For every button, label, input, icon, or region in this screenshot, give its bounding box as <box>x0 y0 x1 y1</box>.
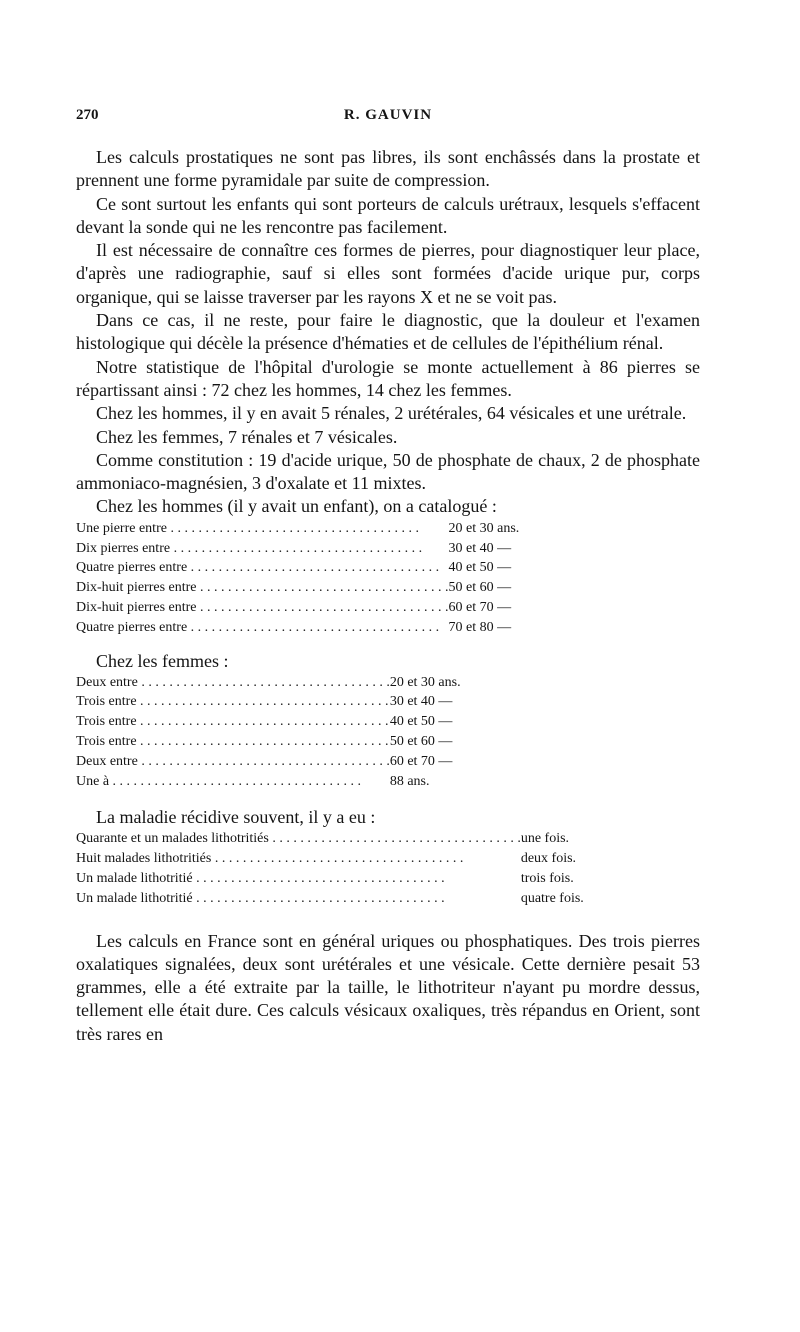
row-value: 60 et 70 — <box>389 753 453 769</box>
leader-dots <box>138 675 390 690</box>
row-value: 60 et 70 — <box>448 599 512 615</box>
leader-dots <box>197 600 449 615</box>
leader-dots <box>187 560 439 575</box>
body-text <box>76 146 700 1046</box>
women-age-table <box>76 673 461 792</box>
row-label: Une pierre entre <box>76 520 167 536</box>
leader-dots <box>137 694 389 709</box>
row-value: 88 ans. <box>389 773 430 789</box>
paragraph: Dans ce cas, il ne reste, pour faire le diagnostic, que la douleur et l'examen histologique qui décèle la présence d'hématies et de cellules de l'épithélium rénal. <box>76 310 700 354</box>
women-intro: Chez les femmes : <box>96 650 229 671</box>
leader-dots <box>137 734 389 749</box>
leader-dots <box>109 774 361 789</box>
paragraph: Chez les femmes, 7 rénales et 7 vésicales. <box>96 426 398 447</box>
table-row <box>76 598 519 618</box>
table-row <box>76 752 461 772</box>
row-value: 50 et 60 — <box>389 733 453 749</box>
row-value: 50 et 60 — <box>448 580 512 596</box>
paragraph: Notre statistique de l'hôpital d'urologie se monte actuellement à 86 pierres se répartissant ainsi : 72 chez les hommes, 14 chez les femmes. <box>76 356 700 400</box>
row-label: Trois entre <box>76 694 137 710</box>
row-label: Deux entre <box>76 674 138 690</box>
table-row <box>76 829 584 849</box>
table-row <box>76 889 584 909</box>
paragraph: Chez les hommes, il y en avait 5 rénales, 2 urétérales, 64 vésicales et une urétrale. <box>96 403 687 424</box>
paragraph: Il est nécessaire de connaître ces formes de pierres, pour diagnostiquer leur place, d'après une radiographie, sauf si elles sont formées d'acide urique pur, corps organique, qui se laisse traverser par les rayons X et ne se voit pas. <box>76 240 700 307</box>
row-value: quatre fois. <box>520 890 584 906</box>
row-value: 70 et 80 — <box>448 619 512 635</box>
page-number: 270 <box>76 107 99 123</box>
row-label: Dix-huit pierres entre <box>76 580 197 596</box>
leader-dots <box>197 580 449 595</box>
row-value: 30 et 40 — <box>448 540 512 556</box>
leader-dots <box>193 891 445 906</box>
table-row <box>76 539 519 559</box>
row-label: Un malade lithotritié <box>76 890 193 906</box>
table-row <box>76 578 519 598</box>
closing-paragraph: Les calculs en France sont en général uriques ou phosphatiques. Des trois pierres oxalatiques signalées, deux sont urétérales et une vésicale. Cette dernière pesait 53 grammes, elle a été extraite par la taille, le lithotriteur n'ayant pu mordre dessus, tellement elle était dure. Ces calculs vésicaux oxaliques, très répandus en Orient, sont très rares en <box>76 930 700 1044</box>
paragraph: Comme constitution : 19 d'acide urique, 50 de phosphate de chaux, 2 de phosphate ammoniaco-magnésien, 3 d'oxalate et 11 mixtes. <box>76 449 700 494</box>
row-label: Huit malades lithotritiés <box>76 851 212 867</box>
men-age-table <box>76 519 519 638</box>
paragraph: Ce sont surtout les enfants qui sont porteurs de calculs urétraux, lesquels s'effacent devant la sonde qui ne les rencontre pas facilement. <box>76 193 700 237</box>
row-value: trois fois. <box>520 870 574 886</box>
table-row <box>76 519 519 539</box>
table-row <box>76 712 461 732</box>
recurrence-table <box>76 829 584 908</box>
table-row <box>76 673 461 693</box>
row-label: Un malade lithotritié <box>76 870 193 886</box>
paragraph: Chez les hommes (il y avait un enfant), on a catalogué : <box>96 496 497 517</box>
leader-dots <box>187 620 439 635</box>
row-value: 20 et 30 ans. <box>389 674 461 690</box>
table-row <box>76 692 461 712</box>
paragraph: Les calculs prostatiques ne sont pas libres, ils sont enchâssés dans la prostate et prennent une forme pyramidale par suite de compression. <box>76 147 700 191</box>
row-value: 40 et 50 — <box>389 714 453 730</box>
row-label: Dix pierres entre <box>76 540 171 556</box>
row-label: Quarante et un malades lithotritiés <box>76 831 269 847</box>
leader-dots <box>137 714 389 729</box>
row-label: Dix-huit pierres entre <box>76 599 197 615</box>
row-value: deux fois. <box>520 851 577 867</box>
table-row <box>76 732 461 752</box>
row-label: Trois entre <box>76 733 137 749</box>
leader-dots <box>138 754 390 769</box>
table-row <box>76 772 461 792</box>
row-value: une fois. <box>520 831 570 847</box>
row-label: Deux entre <box>76 753 138 769</box>
table-row <box>76 849 584 869</box>
leader-dots <box>167 521 419 536</box>
table-row <box>76 618 519 638</box>
leader-dots <box>269 831 521 846</box>
row-label: Quatre pierres entre <box>76 619 188 635</box>
leader-dots <box>211 851 463 866</box>
row-value: 30 et 40 — <box>389 694 453 710</box>
row-label: Quatre pierres entre <box>76 560 188 576</box>
leader-dots <box>193 871 445 886</box>
row-label: Trois entre <box>76 714 137 730</box>
row-label: Une à <box>76 773 110 789</box>
recurrence-intro: La maladie récidive souvent, il y a eu : <box>96 807 376 828</box>
table-row <box>76 558 519 578</box>
row-value: 20 et 30 ans. <box>448 520 520 536</box>
table-row <box>76 869 584 889</box>
row-value: 40 et 50 — <box>448 560 512 576</box>
running-head: R. GAUVIN <box>343 107 433 123</box>
leader-dots <box>170 541 422 556</box>
page-header <box>76 107 700 129</box>
